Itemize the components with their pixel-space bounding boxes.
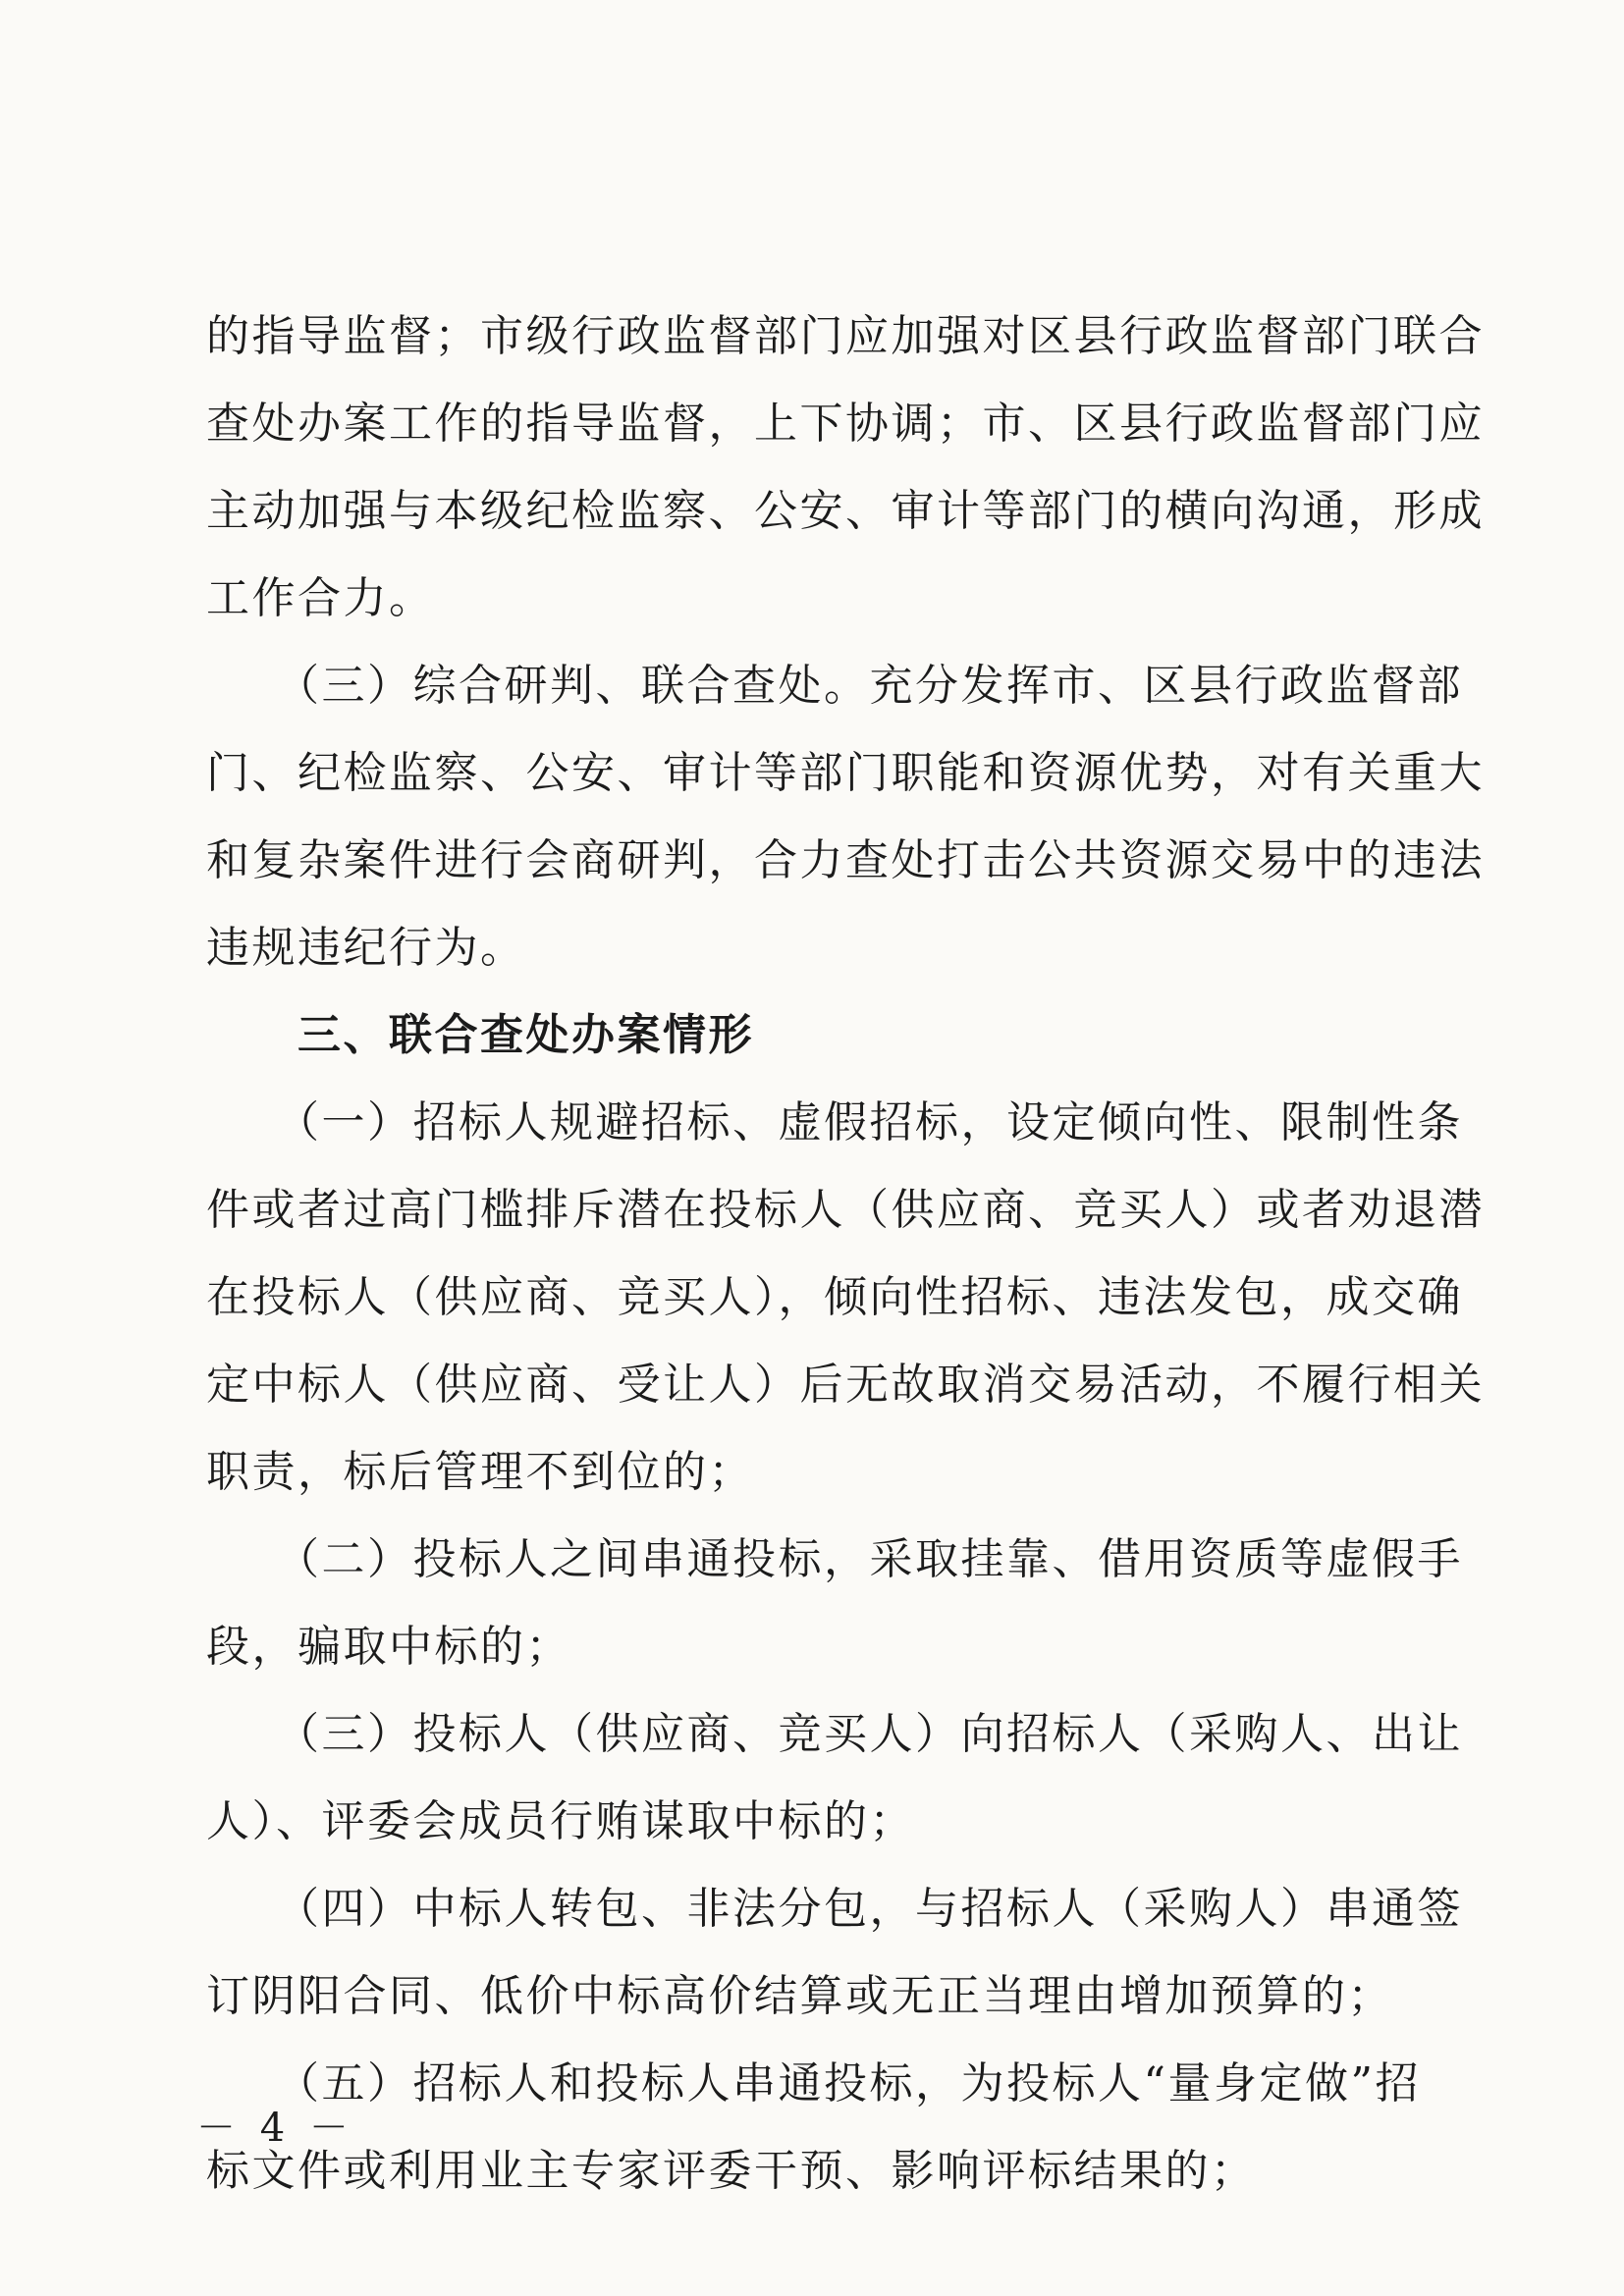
text-line: 查处办案工作的指导监督，上下协调；市、区县行政监督部门应 — [206, 399, 1485, 449]
text-line: （三）投标人（供应商、竞买人）向招标人（采购人、出让 — [206, 1709, 1463, 1759]
text-line: 主动加强与本级纪检监察、公安、审计等部门的横向沟通，形成 — [206, 486, 1485, 536]
text-line: 订阴阳合同、低价中标高价结算或无正当理由增加预算的； — [206, 1971, 1393, 2021]
text-line: 段，骗取中标的； — [206, 1622, 571, 1672]
text-line: 工作合力。 — [206, 573, 435, 623]
text-line: 的指导监督；市级行政监督部门应加强对区县行政监督部门联合 — [206, 311, 1485, 361]
text-line: （三）综合研判、联合查处。充分发挥市、区县行政监督部 — [206, 661, 1463, 711]
text-line: （一）招标人规避招标、虚假招标，设定倾向性、限制性条 — [206, 1097, 1463, 1148]
text-line: 和复杂案件进行会商研判，合力查处打击公共资源交易中的违法 — [206, 835, 1485, 885]
text-line: 违规违纪行为。 — [206, 923, 526, 973]
text-line: （四）中标人转包、非法分包，与招标人（采购人）串通签 — [206, 1884, 1463, 1934]
text-line: （二）投标人之间串通投标，采取挂靠、借用资质等虚假手 — [206, 1534, 1463, 1584]
text-line: 件或者过高门槛排斥潜在投标人（供应商、竞买人）或者劝退潜 — [206, 1185, 1485, 1235]
text-line: 门、纪检监察、公安、审计等部门职能和资源优势，对有关重大 — [206, 748, 1485, 798]
page-number: － 4 － — [196, 2106, 354, 2151]
section-heading: 三、联合查处办案情形 — [206, 1010, 754, 1060]
text-line: （五）招标人和投标人串通投标，为投标人“量身定做”招 — [206, 2058, 1421, 2109]
text-line: 定中标人（供应商、受让人）后无故取消交易活动，不履行相关 — [206, 1360, 1485, 1410]
text-line: 标文件或利用业主专家评委干预、影响评标结果的； — [206, 2146, 1257, 2196]
text-line: 人）、评委会成员行贿谋取中标的； — [206, 1796, 915, 1846]
text-line: 在投标人（供应商、竞买人），倾向性招标、违法发包，成交确 — [206, 1272, 1463, 1322]
text-line: 职责，标后管理不到位的； — [206, 1447, 754, 1497]
body-text — [206, 293, 1485, 2215]
